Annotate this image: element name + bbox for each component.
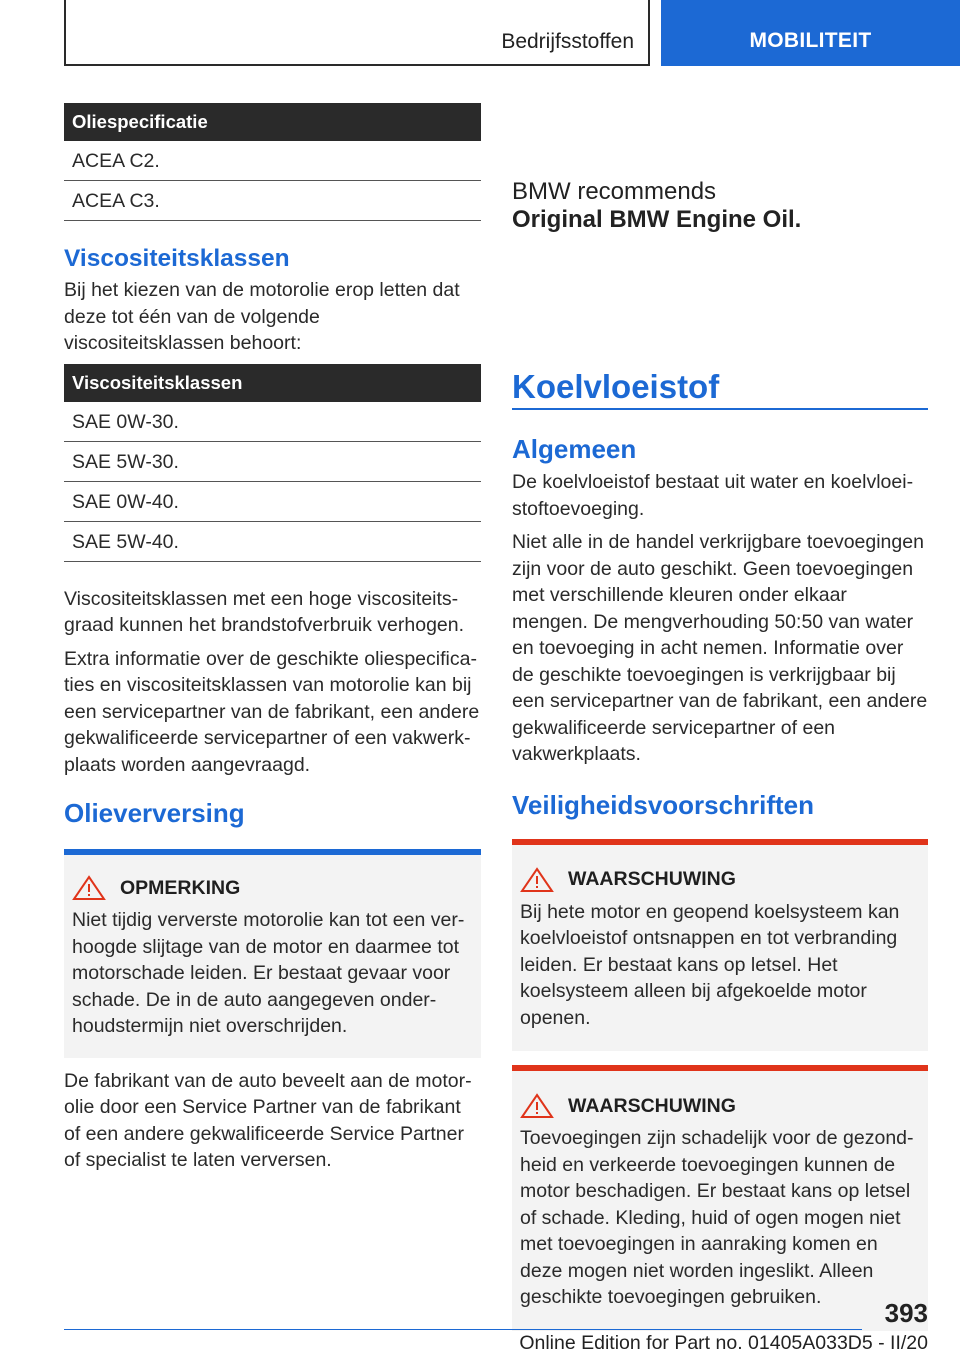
footer-edition: Online Edition for Part no. 01405A033D5 - II/20 (519, 1332, 928, 1354)
heading-rule (512, 408, 928, 410)
table-row: SAE 5W-30. (64, 442, 481, 482)
oil-change-paragraph: De fabrikant van de auto beveelt aan de motorolie door een Service Partner van de fabrikant of een andere gekwalificeerde Service Partner of specialist te laten verversen. (64, 1069, 472, 1171)
warning-box-1 (512, 839, 928, 1052)
note-title: OPMERKING (120, 876, 241, 899)
warning-triangle-icon (520, 867, 554, 893)
table-row: SAE 5W-40. (64, 522, 481, 562)
viscosity-paragraph-2: Extra informatie over de geschikte oliespecificaties en viscositeitsklassen van motorolie kan bij een servicepartner van de fabrikant, een andere gekwalificeerde servicepartner of een vakwerkplaats worden aangevraagd. (64, 647, 480, 776)
section-title: Bedrijfsstoffen (501, 30, 634, 53)
oil-change-heading: Olieverversing (64, 798, 245, 828)
chapter-title: MOBILITEIT (749, 29, 872, 52)
viscosity-table-header: Viscositeitsklassen (64, 364, 481, 402)
warning-title: WAARSCHUWING (568, 1094, 736, 1117)
footer-rule (64, 1329, 862, 1330)
warning-title-row (520, 865, 920, 895)
header-section-tab (64, 0, 650, 66)
page-number: 393 (884, 1298, 928, 1328)
warning-triangle-icon (520, 1093, 554, 1119)
warning-box-2 (512, 1065, 928, 1331)
note-box (64, 849, 481, 1058)
note-title-row (72, 873, 473, 903)
general-heading: Algemeen (512, 434, 637, 464)
coolant-heading: Koelvloeistof (512, 368, 720, 405)
oil-spec-table-header: Oliespecificatie (64, 103, 481, 141)
bmw-advert-line-2: Original BMW Engine Oil. (512, 206, 802, 233)
caution-triangle-icon (72, 875, 106, 901)
table-row: SAE 0W-40. (64, 482, 481, 522)
viscosity-table (64, 364, 481, 562)
warning-title: WAARSCHUWING (568, 868, 736, 890)
header-chapter-tab (661, 0, 960, 66)
warning-title-row (520, 1091, 920, 1121)
general-paragraph-1: De koelvloeistof bestaat uit water en koelvloeistoftoevoeging. (512, 471, 914, 520)
bmw-advert-line-1: BMW recommends (512, 178, 717, 205)
warning-text: Bij hete motor en geopend koelsysteem kan koelvloeistof ontsnappen en tot verbranding leiden. Er bestaat kans op letsel. Het koelsysteem alleen bij afgekoelde motor openen. (520, 900, 900, 1029)
coolant-section (512, 368, 928, 1331)
note-text: Niet tijdig ververste motorolie kan tot een verhoogde slijtage van de motor en daarmee tot motorschade leiden. Er bestaat gevaar voor schade. De in de auto aangegeven onderhoudstermijn niet overschrijden. (72, 909, 465, 1037)
table-row: ACEA C3. (64, 181, 481, 221)
table-row: ACEA C2. (64, 141, 481, 181)
viscosity-heading: Viscositeitsklassen (64, 245, 290, 272)
viscosity-intro: Bij het kiezen van de motorolie erop letten dat deze tot één van de volgende viscositeitsklassen behoort: (64, 279, 460, 354)
oil-spec-table (64, 103, 481, 221)
left-column (64, 103, 481, 1174)
viscosity-paragraph-1: Viscositeitsklassen met een hoge viscositeitsgraad kunnen het brandstofverbruik verhogen. (64, 587, 465, 636)
safety-heading: Veiligheidsvoorschriften (512, 789, 814, 820)
table-row: SAE 0W-30. (64, 402, 481, 442)
general-paragraph-2: Niet alle in de handel verkrijgbare toevoegingen zijn voor de auto geschikt. Geen toevoegingen met verschillende kleuren onder elkaar mengen. De mengverhouding 50:50 van water en toevoeging in acht nemen. Informatie over de geschikte toevoegingen is verkrijgbaar bij een servicepartner van de fabrikant, een andere gekwalificeerde servicepartner of een vakwerkplaats. (512, 531, 928, 765)
bmw-oil-advert (512, 178, 801, 234)
warning-text: Toevoegingen zijn schadelijk voor de gezondheid en verkeerde toevoegingen kunnen de motor beschadigen. Er bestaat kans op letsel of schade. Kleding, huid of ogen mogen niet met toevoegingen in aanraking komen en deze mogen niet worden ingeslikt. Alleen geschikte toevoegingen gebruiken. (520, 1127, 914, 1308)
